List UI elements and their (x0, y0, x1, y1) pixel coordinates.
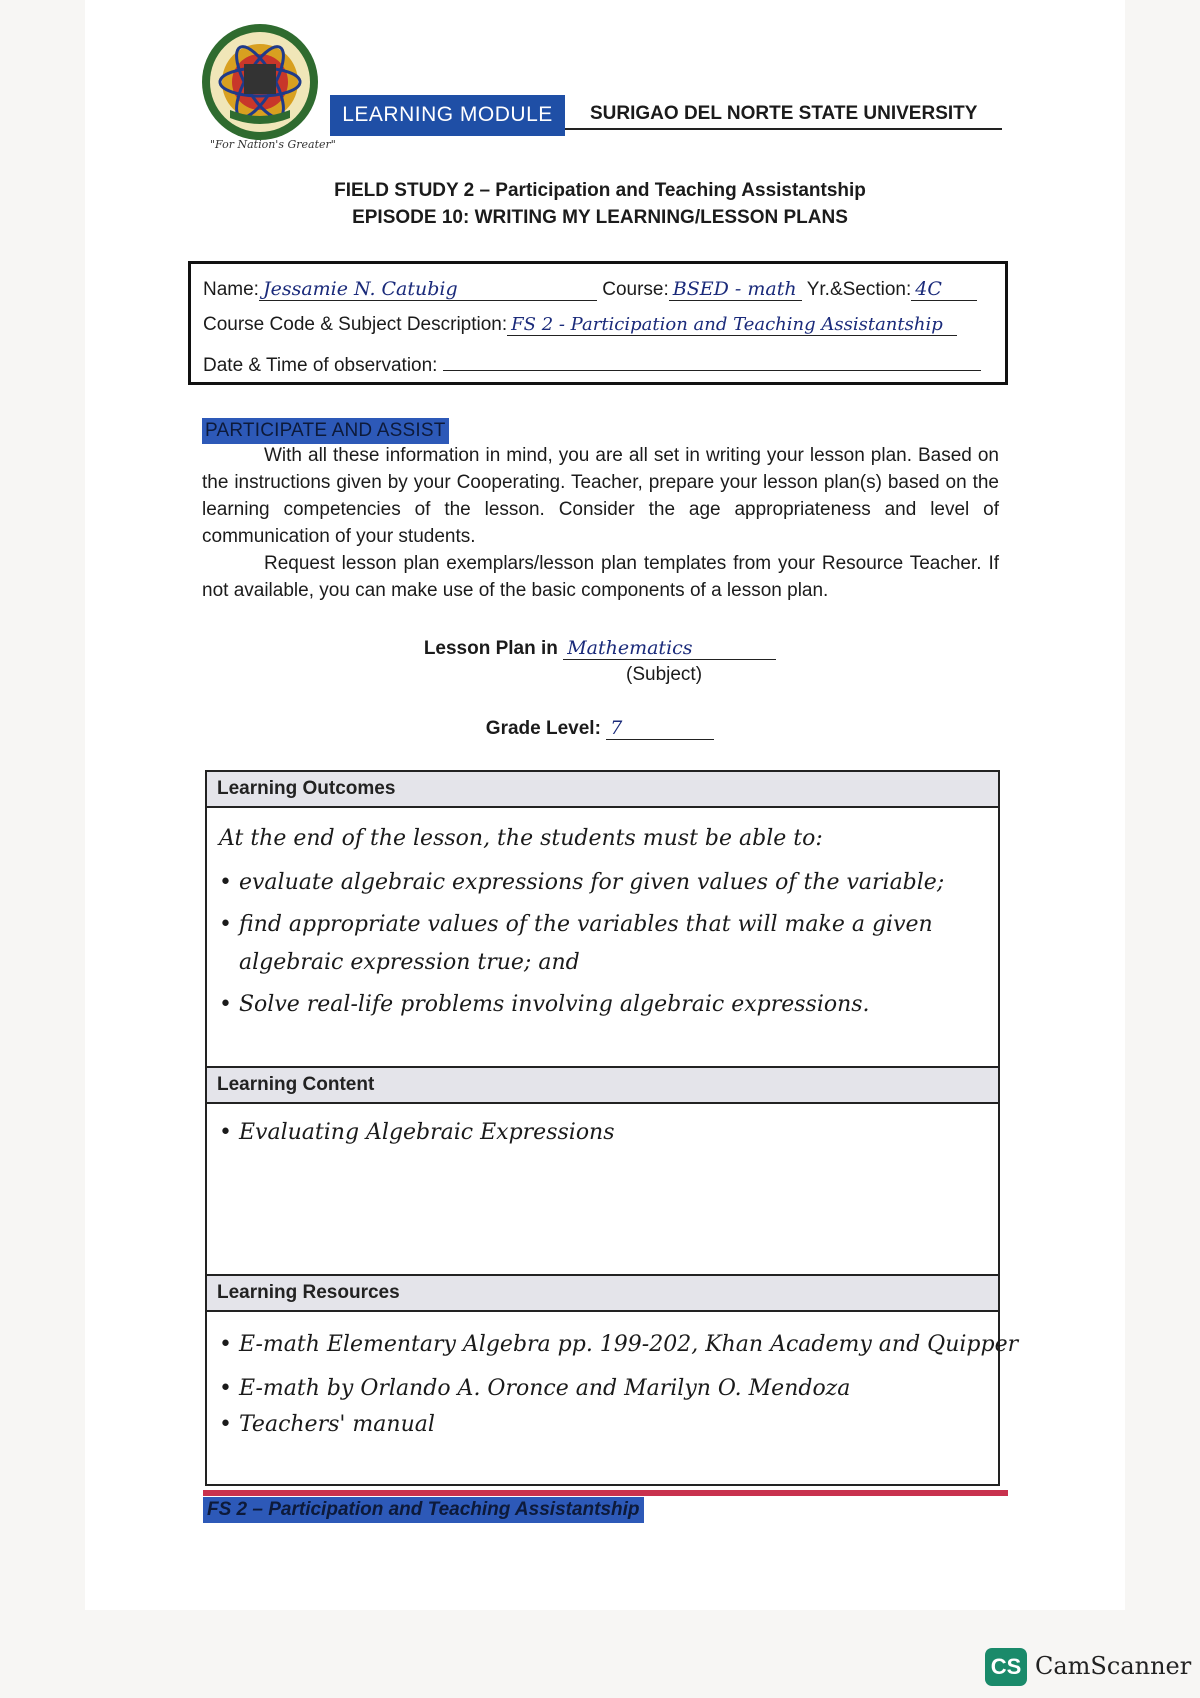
yr-section-field[interactable]: 4C (911, 278, 977, 301)
learning-resources-header: Learning Resources (207, 1276, 998, 1312)
student-info-box (188, 261, 1008, 385)
course-field[interactable]: BSED - math (669, 278, 802, 301)
course-label: Course: (602, 279, 669, 300)
footer-rule (203, 1490, 1008, 1496)
grade-level-line (0, 717, 1200, 740)
name-label: Name: (203, 279, 259, 300)
date-row (203, 350, 981, 377)
learning-module-banner: LEARNING MODULE (330, 95, 565, 135)
university-name: SURIGAO DEL NORTE STATE UNIVERSITY (590, 103, 978, 124)
subject-label: Course Code & Subject Description: (203, 314, 508, 335)
section-tag: PARTICIPATE AND ASSIST (202, 418, 449, 444)
learning-content-header: Learning Content (207, 1068, 998, 1104)
learning-outcomes-header: Learning Outcomes (207, 772, 998, 808)
subject-field[interactable]: FS 2 - Participation and Teaching Assistantship (507, 314, 957, 336)
footer-course-tag: FS 2 – Participation and Teaching Assistantship (203, 1497, 644, 1523)
banner-underline (330, 134, 565, 136)
subject-caption: (Subject) (626, 664, 703, 685)
resources-line: • Teachers' manual (219, 1412, 435, 1437)
date-label: Date & Time of observation: (203, 355, 438, 376)
grade-level-label: Grade Level: (485, 718, 601, 739)
outcomes-line: • evaluate algebraic expressions for given values of the variable; (219, 870, 945, 895)
university-tagline: "For Nation's Greater" (210, 138, 336, 151)
resources-line: • E-math Elementary Algebra pp. 199-202, Khan Academy and Quipper (219, 1332, 1019, 1357)
yr-section-label: Yr.&Section: (806, 279, 912, 300)
lesson-plan-subject-field[interactable]: Mathematics (563, 637, 776, 660)
subject-row (203, 314, 957, 336)
episode-title: EPISODE 10: WRITING MY LEARNING/LESSON PLANS (352, 207, 848, 228)
resources-line: • E-math by Orlando A. Oronce and Marilyn O. Mendoza (219, 1376, 851, 1401)
lesson-plan-line (0, 637, 1200, 660)
outcomes-line: • find appropriate values of the variables that will make a given (219, 912, 933, 937)
camscanner-logo-icon: CS (985, 1648, 1027, 1686)
name-row (203, 278, 977, 301)
instruction-paragraph-1: With all these information in mind, you are all set in writing your lesson plan. Based on the instructions given by your Cooperating. Teacher, prepare your lesson plan(s) based on the learning competencies of the lesson. Consider the age appropriateness and level of communication of your students. (202, 445, 999, 547)
outcomes-line: algebraic expression true; and (239, 950, 580, 975)
content-line: • Evaluating Algebraic Expressions (219, 1120, 615, 1145)
outcomes-line: At the end of the lesson, the students must be able to: (219, 826, 823, 851)
grade-level-field[interactable]: 7 (606, 717, 714, 740)
lesson-plan-label: Lesson Plan in (423, 638, 558, 659)
camscanner-watermark: CamScanner (1035, 1652, 1192, 1680)
instruction-paragraph-2: Request lesson plan exemplars/lesson plan templates from your Resource Teacher. If not available, you can make use of the basic components of a lesson plan. (202, 553, 999, 601)
lesson-plan-table (205, 770, 1019, 1486)
learning-resources-cell (207, 1312, 1019, 1484)
date-field[interactable] (443, 350, 981, 371)
learning-outcomes-cell (207, 808, 998, 1068)
header-rule (565, 128, 1002, 130)
university-seal-icon (200, 22, 320, 142)
learning-content-cell (207, 1104, 998, 1276)
name-field[interactable]: Jessamie N. Catubig (259, 278, 597, 301)
document-title: FIELD STUDY 2 – Participation and Teaching Assistantship (334, 180, 866, 201)
outcomes-line: • Solve real-life problems involving algebraic expressions. (219, 992, 870, 1017)
